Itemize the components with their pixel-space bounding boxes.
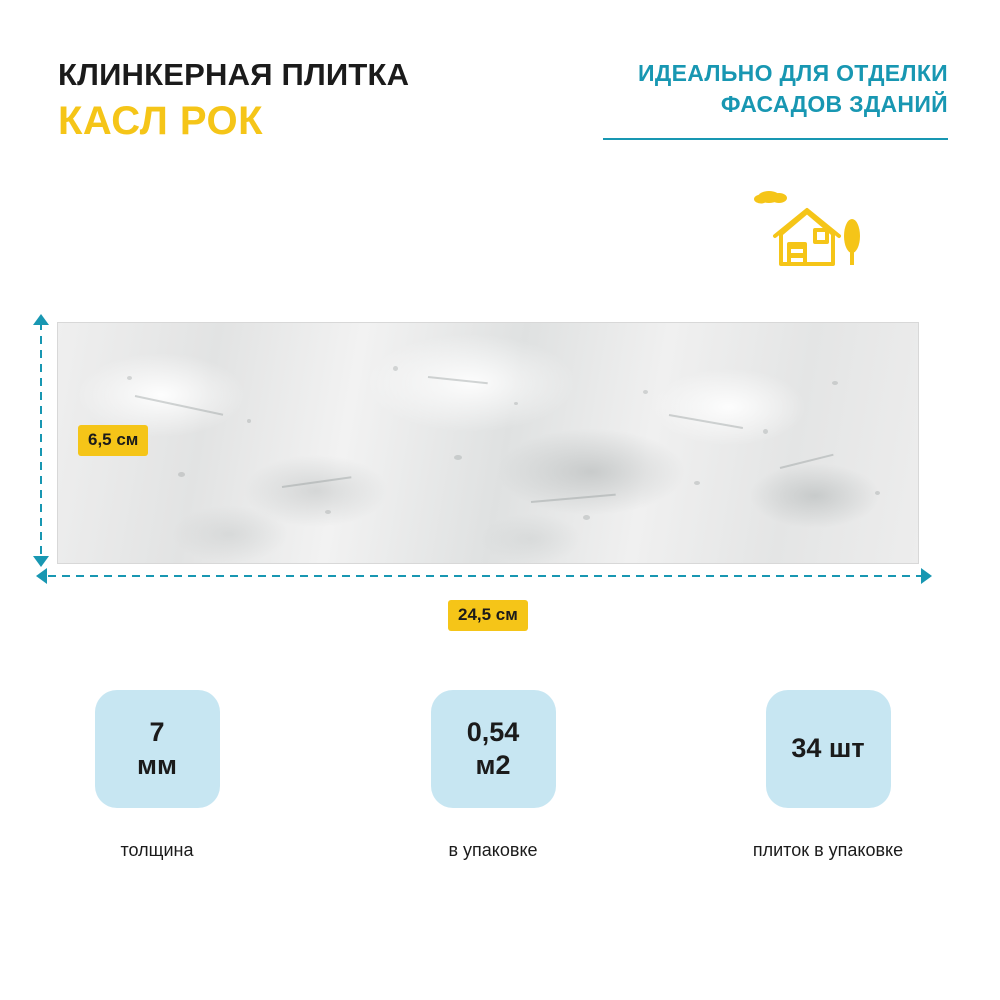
spec-badge xyxy=(431,690,556,808)
product-image-area xyxy=(0,300,1000,640)
tagline-line-1: ИДЕАЛЬНО ДЛЯ ОТДЕЛКИ xyxy=(638,60,948,86)
spec-value: 0,54 xyxy=(466,716,520,747)
title-block xyxy=(58,58,558,142)
spec-badge xyxy=(95,690,220,808)
spec-item-thickness xyxy=(32,690,282,862)
spec-cards xyxy=(0,690,1000,930)
tagline-divider xyxy=(603,138,948,140)
spec-item-area-per-pack xyxy=(368,690,618,862)
spec-badge xyxy=(766,690,891,808)
spec-unit: м2 xyxy=(475,750,511,780)
dimension-arrow-down-icon xyxy=(33,556,49,567)
spec-caption: плиток в упаковке xyxy=(752,840,904,860)
height-dimension-label: 6,5 см xyxy=(78,425,148,456)
tagline-line-2: ФАСАДОВ ЗДАНИЙ xyxy=(720,91,948,118)
spec-caption: в упаковке xyxy=(448,840,538,860)
tile-product-image xyxy=(57,322,919,564)
dimension-arrow-right-icon xyxy=(921,568,932,584)
dimension-arrow-left-icon xyxy=(36,568,47,584)
spec-value: 7 xyxy=(149,716,165,747)
header xyxy=(0,0,1000,290)
width-dimension-line xyxy=(48,575,928,577)
house-icon xyxy=(745,186,865,272)
width-dimension-label: 24,5 см xyxy=(448,600,528,631)
height-dimension-line xyxy=(40,322,42,564)
spec-value: 34 шт xyxy=(791,733,865,764)
product-name-title: КАСЛ РОК xyxy=(58,99,264,144)
tagline-block xyxy=(548,58,948,140)
spec-item-tiles-per-pack xyxy=(703,690,953,862)
spec-caption: толщина xyxy=(120,840,194,860)
spec-unit: мм xyxy=(137,750,177,780)
product-type-title: КЛИНКЕРНАЯ ПЛИТКА xyxy=(58,57,410,92)
